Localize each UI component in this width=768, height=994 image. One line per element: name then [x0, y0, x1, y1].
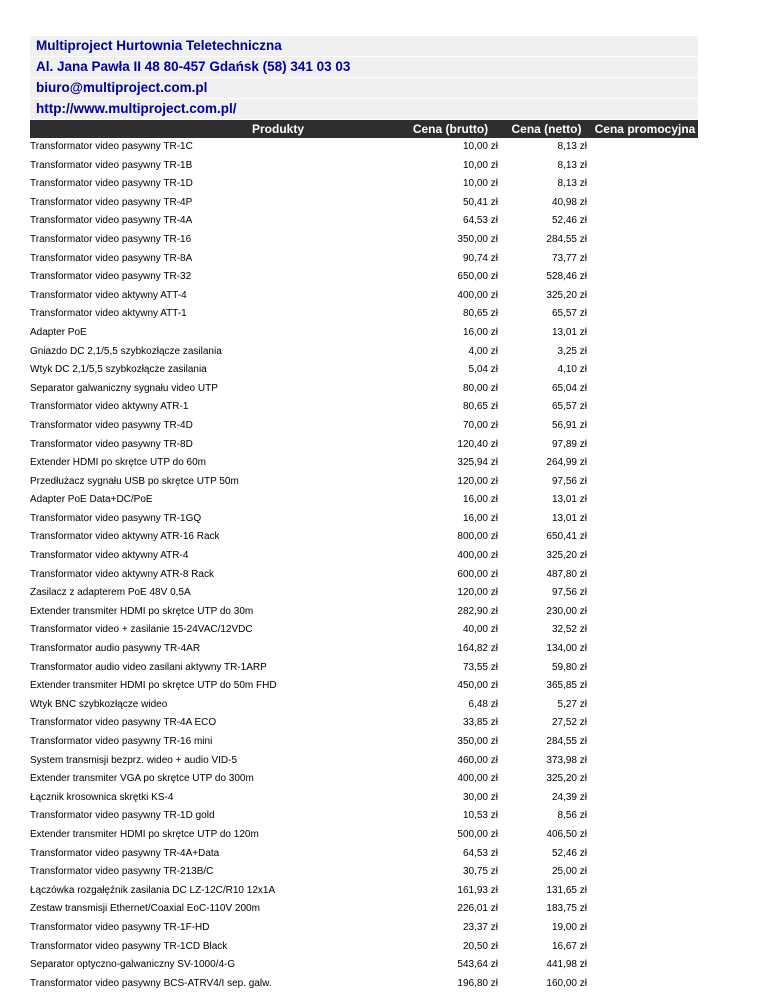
gross-price: 64,53 zł — [462, 847, 498, 859]
table-row — [30, 212, 698, 231]
net-price: 264,99 zł — [546, 457, 587, 469]
net-price: 16,67 zł — [551, 940, 587, 952]
product-name: System transmisji bezprz. wideo + audio VID-5 — [30, 754, 238, 766]
net-price: 230,00 zł — [546, 605, 587, 617]
company-address: Al. Jana Pawła II 48 80-457 Gdańsk (58) 341 03 03 — [30, 57, 698, 77]
net-price: 325,20 zł — [546, 550, 587, 562]
gross-price: 543,64 zł — [457, 959, 498, 971]
product-name: Transformator video pasywny TR-1GQ — [30, 512, 202, 524]
product-name: Transformator audio video zasilani aktywny TR-1ARP — [30, 661, 267, 673]
table-header — [30, 120, 698, 138]
gross-price: 16,00 zł — [462, 494, 498, 506]
gross-price: 500,00 zł — [457, 828, 498, 840]
net-price: 97,89 zł — [551, 438, 587, 450]
gross-price: 196,80 zł — [457, 977, 498, 989]
product-name: Transformator video + zasilanie 15-24VAC/12VDC — [30, 624, 253, 636]
net-price: 134,00 zł — [546, 643, 587, 655]
product-name: Transformator video aktywny ATT-4 — [30, 289, 187, 301]
net-price: 131,65 zł — [546, 884, 587, 896]
product-name: Extender HDMI po skrętce UTP do 60m — [30, 457, 206, 469]
table-row — [30, 547, 698, 566]
product-name: Przedłużacz sygnału USB po skrętce UTP 50m — [30, 475, 239, 487]
table-row — [30, 956, 698, 975]
gross-price: 400,00 zł — [457, 550, 498, 562]
gross-price: 80,65 zł — [462, 308, 498, 320]
gross-price: 10,00 zł — [462, 178, 498, 190]
net-price: 13,01 zł — [551, 494, 587, 506]
table-row — [30, 770, 698, 789]
table-row — [30, 361, 698, 380]
net-price: 373,98 zł — [546, 754, 587, 766]
gross-price: 226,01 zł — [457, 903, 498, 915]
net-price: 284,55 zł — [546, 233, 587, 245]
gross-price: 80,65 zł — [462, 401, 498, 413]
net-price: 13,01 zł — [551, 326, 587, 338]
product-name: Transformator video pasywny TR-4P — [30, 196, 193, 208]
net-price: 24,39 zł — [551, 791, 587, 803]
gross-price: 400,00 zł — [457, 773, 498, 785]
product-name: Transformator video aktywny ATT-1 — [30, 308, 187, 320]
gross-price: 23,37 zł — [462, 921, 498, 933]
table-row — [30, 343, 698, 362]
gross-price: 325,94 zł — [457, 457, 498, 469]
table-row — [30, 826, 698, 845]
net-price: 441,98 zł — [546, 959, 587, 971]
product-name: Transformator video pasywny TR-4A — [30, 215, 193, 227]
net-price: 183,75 zł — [546, 903, 587, 915]
product-name: Transformator video pasywny TR-16 mini — [30, 736, 213, 747]
net-price: 27,52 zł — [551, 717, 587, 729]
gross-price: 70,00 zł — [462, 419, 498, 431]
table-row — [30, 714, 698, 733]
product-name: Transformator video pasywny TR-213B/C — [30, 866, 214, 878]
net-price: 4,10 zł — [557, 364, 587, 376]
net-price: 325,20 zł — [546, 289, 587, 301]
product-name: Zasilacz z adapterem PoE 48V 0,5A — [30, 587, 191, 599]
net-price: 284,55 zł — [546, 736, 587, 747]
table-row — [30, 752, 698, 771]
table-row — [30, 324, 698, 343]
gross-price: 90,74 zł — [462, 252, 498, 264]
net-price: 528,46 zł — [546, 271, 587, 283]
net-price: 25,00 zł — [551, 866, 587, 878]
table-row — [30, 584, 698, 603]
product-name: Transformator video pasywny TR-1B — [30, 159, 193, 171]
company-name: Multiproject Hurtownia Teletechniczna — [30, 36, 698, 56]
gross-price: 73,55 zł — [462, 661, 498, 673]
product-name: Extender transmiter HDMI po skrętce UTP do 50m FHD — [30, 680, 277, 692]
table-row — [30, 659, 698, 678]
table-row — [30, 733, 698, 752]
gross-price: 800,00 zł — [457, 531, 498, 543]
gross-price: 4,00 zł — [468, 345, 498, 357]
column-header-product: Produkty — [30, 120, 400, 138]
gross-price: 164,82 zł — [457, 643, 498, 655]
table-row — [30, 677, 698, 696]
product-table-body — [30, 138, 698, 993]
gross-price: 10,00 zł — [462, 159, 498, 171]
product-name: Transformator video aktywny ATR-8 Rack — [30, 568, 214, 580]
table-row — [30, 194, 698, 213]
product-name: Transformator video aktywny ATR-4 — [30, 550, 189, 562]
net-price: 52,46 zł — [551, 215, 587, 227]
net-price: 65,57 zł — [551, 308, 587, 320]
product-name: Adapter PoE Data+DC/PoE — [30, 494, 153, 506]
gross-price: 120,00 zł — [457, 587, 498, 599]
net-price: 13,01 zł — [551, 512, 587, 524]
table-row — [30, 138, 698, 157]
price-list-page — [30, 36, 698, 993]
gross-price: 30,75 zł — [462, 866, 498, 878]
net-price: 5,27 zł — [557, 698, 587, 710]
table-row — [30, 250, 698, 269]
product-name: Transformator video pasywny BCS-ATRV4/I sep. galw. — [30, 977, 272, 989]
table-row — [30, 491, 698, 510]
product-name: Transformator video pasywny TR-16 — [30, 233, 192, 245]
product-name: Transformator video aktywny ATR-1 — [30, 401, 189, 413]
table-row — [30, 510, 698, 529]
net-price: 97,56 zł — [551, 587, 587, 599]
product-name: Separator galwaniczny sygnału video UTP — [30, 382, 218, 394]
net-price: 97,56 zł — [551, 475, 587, 487]
net-price: 406,50 zł — [546, 828, 587, 840]
table-row — [30, 157, 698, 176]
table-row — [30, 882, 698, 901]
gross-price: 30,00 zł — [462, 791, 498, 803]
column-header-promo-price: Cena promocyjna — [592, 120, 698, 138]
gross-price: 20,50 zł — [462, 940, 498, 952]
table-row — [30, 566, 698, 585]
net-price: 8,13 zł — [557, 141, 587, 152]
table-row — [30, 231, 698, 250]
net-price: 487,80 zł — [546, 568, 587, 580]
net-price: 32,52 zł — [551, 624, 587, 636]
table-row — [30, 287, 698, 306]
product-name: Transformator video pasywny TR-8A — [30, 252, 193, 264]
table-row — [30, 696, 698, 715]
company-website: http://www.multiproject.com.pl/ — [30, 99, 698, 119]
product-name: Transformator video pasywny TR-8D — [30, 438, 193, 450]
product-name: Transformator video aktywny ATR-16 Rack — [30, 531, 220, 543]
table-row — [30, 305, 698, 324]
product-name: Transformator video pasywny TR-4A ECO — [30, 717, 217, 729]
product-name: Transformator video pasywny TR-1D — [30, 178, 193, 190]
gross-price: 400,00 zł — [457, 289, 498, 301]
product-name: Wtyk DC 2,1/5,5 szybkozłącze zasilania — [30, 364, 207, 376]
product-name: Transformator video pasywny TR-32 — [30, 271, 192, 283]
gross-price: 350,00 zł — [457, 736, 498, 747]
table-row — [30, 528, 698, 547]
product-name: Transformator video pasywny TR-4A+Data — [30, 847, 220, 859]
table-row — [30, 603, 698, 622]
table-row — [30, 900, 698, 919]
product-name: Łączówka rozgałęźnik zasilania DC LZ-12C/R10 12x1A — [30, 884, 276, 896]
product-name: Transformator video pasywny TR-1C — [30, 141, 193, 152]
table-row — [30, 938, 698, 957]
gross-price: 64,53 zł — [462, 215, 498, 227]
net-price: 52,46 zł — [551, 847, 587, 859]
gross-price: 10,00 zł — [462, 141, 498, 152]
gross-price: 120,40 zł — [457, 438, 498, 450]
product-name: Adapter PoE — [30, 326, 87, 338]
net-price: 19,00 zł — [551, 921, 587, 933]
gross-price: 6,48 zł — [468, 698, 498, 710]
table-row — [30, 417, 698, 436]
net-price: 160,00 zł — [546, 977, 587, 989]
product-name: Gniazdo DC 2,1/5,5 szybkozłącze zasilania — [30, 345, 222, 357]
table-row — [30, 175, 698, 194]
table-row — [30, 398, 698, 417]
product-name: Transformator audio pasywny TR-4AR — [30, 643, 201, 655]
product-name: Extender transmiter HDMI po skrętce UTP do 120m — [30, 828, 259, 840]
column-header-gross-price: Cena (brutto) — [400, 120, 501, 138]
net-price: 56,91 zł — [551, 419, 587, 431]
gross-price: 600,00 zł — [457, 568, 498, 580]
product-name: Wtyk BNC szybkozłącze wideo — [30, 698, 168, 710]
column-header-net-price: Cena (netto) — [501, 120, 592, 138]
gross-price: 5,04 zł — [468, 364, 498, 376]
product-name: Transformator video pasywny TR-1CD Black — [30, 940, 228, 952]
gross-price: 33,85 zł — [462, 717, 498, 729]
net-price: 650,41 zł — [546, 531, 587, 543]
gross-price: 16,00 zł — [462, 326, 498, 338]
net-price: 59,80 zł — [551, 661, 587, 673]
gross-price: 40,00 zł — [462, 624, 498, 636]
table-row — [30, 621, 698, 640]
gross-price: 460,00 zł — [457, 754, 498, 766]
net-price: 65,57 zł — [551, 401, 587, 413]
gross-price: 350,00 zł — [457, 233, 498, 245]
net-price: 65,04 zł — [551, 382, 587, 394]
gross-price: 50,41 zł — [462, 196, 498, 208]
product-name: Transformator video pasywny TR-1F-HD — [30, 921, 210, 933]
net-price: 8,13 zł — [557, 178, 587, 190]
table-row — [30, 454, 698, 473]
net-price: 325,20 zł — [546, 773, 587, 785]
product-name: Łącznik krosownica skrętki KS-4 — [30, 791, 174, 803]
net-price: 40,98 zł — [551, 196, 587, 208]
gross-price: 120,00 zł — [457, 475, 498, 487]
company-email: biuro@multiproject.com.pl — [30, 78, 698, 98]
table-row — [30, 789, 698, 808]
net-price: 8,13 zł — [557, 159, 587, 171]
table-row — [30, 863, 698, 882]
gross-price: 650,00 zł — [457, 271, 498, 283]
table-row — [30, 473, 698, 492]
product-name: Zestaw transmisji Ethernet/Coaxial EoC-110V 200m — [30, 903, 260, 915]
net-price: 73,77 zł — [551, 252, 587, 264]
net-price: 8,56 zł — [557, 810, 587, 822]
gross-price: 450,00 zł — [457, 680, 498, 692]
gross-price: 10,53 zł — [462, 810, 498, 822]
table-row — [30, 975, 698, 994]
net-price: 365,85 zł — [546, 680, 587, 692]
gross-price: 282,90 zł — [457, 605, 498, 617]
product-name: Extender transmiter HDMI po skrętce UTP do 30m — [30, 605, 254, 617]
table-row — [30, 268, 698, 287]
table-row — [30, 919, 698, 938]
product-name: Separator optyczno-galwaniczny SV-1000/4-G — [30, 959, 236, 971]
table-row — [30, 845, 698, 864]
net-price: 3,25 zł — [557, 345, 587, 357]
table-row — [30, 807, 698, 826]
product-name: Extender transmiter VGA po skrętce UTP do 300m — [30, 773, 254, 785]
table-row — [30, 436, 698, 455]
table-row — [30, 380, 698, 399]
gross-price: 161,93 zł — [457, 884, 498, 896]
product-name: Transformator video pasywny TR-4D — [30, 419, 193, 431]
gross-price: 16,00 zł — [462, 512, 498, 524]
product-name: Transformator video pasywny TR-1D gold — [30, 810, 215, 822]
gross-price: 80,00 zł — [462, 382, 498, 394]
table-row — [30, 640, 698, 659]
